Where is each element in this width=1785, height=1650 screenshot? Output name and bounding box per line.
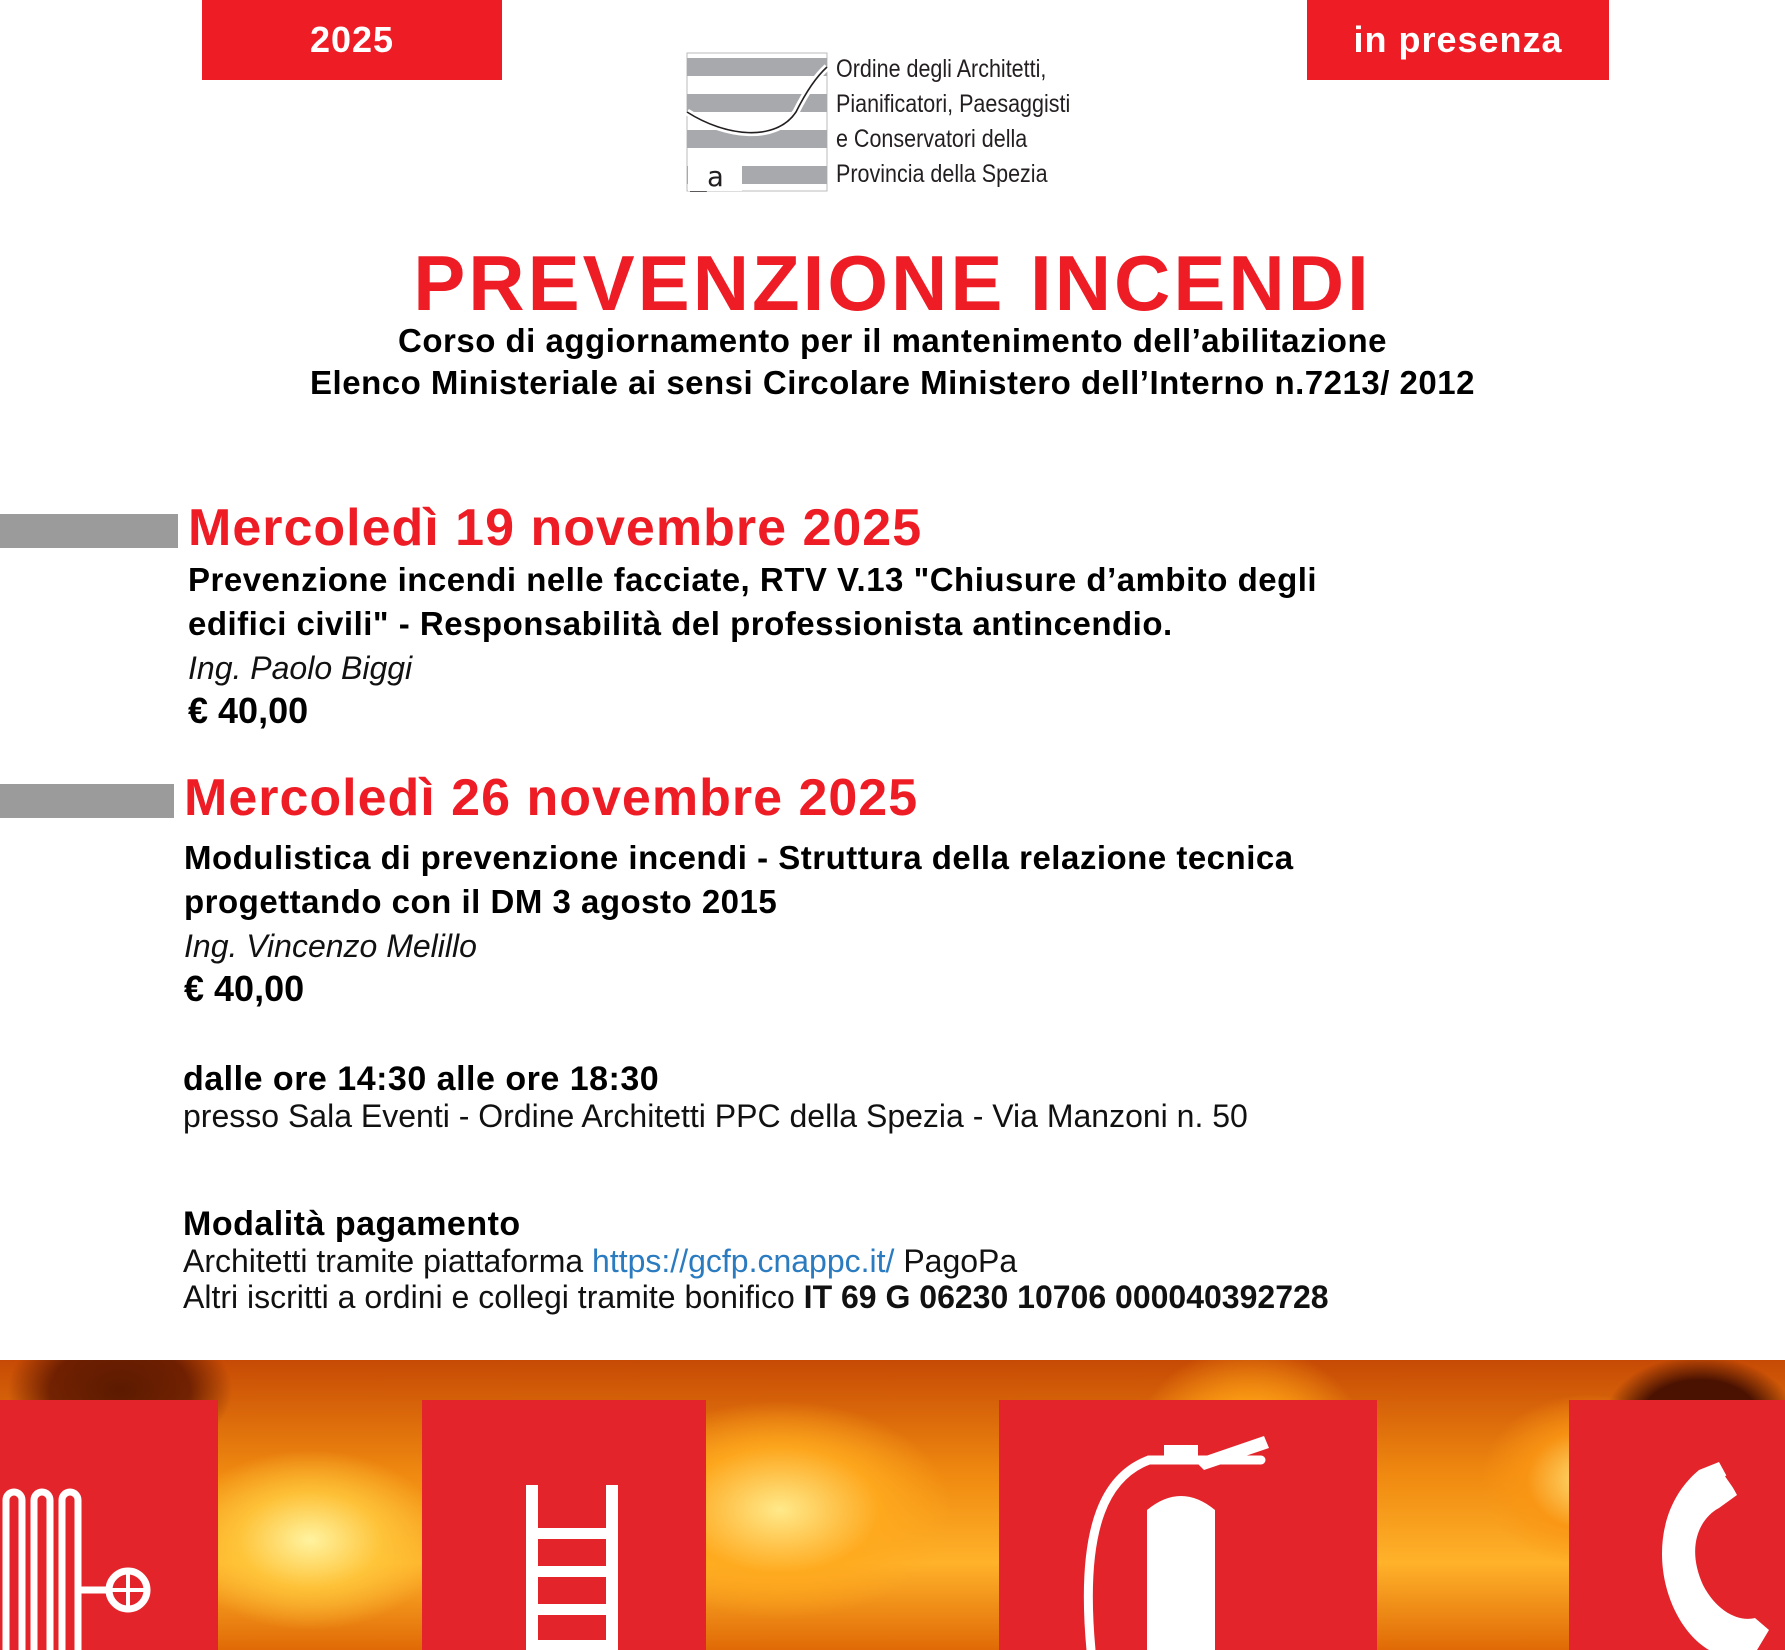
fire-extinguisher-sign bbox=[999, 1400, 1377, 1650]
logo-mark: _a bbox=[690, 160, 724, 192]
course-subtitle: Corso di aggiornamento per il mantenimento dell’abilitazione bbox=[398, 322, 1387, 359]
emergency-phone-icon bbox=[1569, 1400, 1785, 1650]
fire-hose-sign bbox=[0, 1400, 218, 1650]
organization-name bbox=[836, 52, 1094, 192]
schedule-venue: presso Sala Eventi - Ordine Architetti PPC della Spezia - Via Manzoni n. 50 bbox=[183, 1098, 1248, 1134]
org-line: e Conservatori della bbox=[836, 125, 1028, 153]
payment-iban: IT 69 G 06230 10706 000040392728 bbox=[803, 1279, 1329, 1315]
session-topic-line: Modulistica di prevenzione incendi - Struttura della relazione tecnica bbox=[184, 839, 1294, 876]
session-speaker: Ing. Vincenzo Melillo bbox=[184, 928, 477, 964]
ladder-sign bbox=[422, 1400, 706, 1650]
session-date: Mercoledì 19 novembre 2025 bbox=[188, 499, 923, 557]
session-date: Mercoledì 26 novembre 2025 bbox=[184, 769, 919, 827]
fire-hose-icon bbox=[0, 1400, 218, 1650]
session-marker-bar bbox=[0, 784, 174, 818]
payment-architects-text: Architetti tramite piattaforma bbox=[183, 1243, 593, 1279]
course-reference: Elenco Ministeriale ai sensi Circolare Ministero dell’Interno n.7213/ 2012 bbox=[310, 364, 1475, 401]
fire-extinguisher-icon bbox=[999, 1400, 1377, 1650]
payment-others-text: Altri iscritti a ordini e collegi tramite bonifico bbox=[183, 1279, 804, 1315]
order-logo bbox=[686, 52, 828, 192]
session-topic bbox=[184, 836, 1294, 924]
session-topic-line: edifici civili" - Responsabilità del professionista antincendio. bbox=[188, 605, 1173, 642]
page-title: PREVENZIONE INCENDI bbox=[413, 239, 1372, 327]
session-price: € 40,00 bbox=[188, 690, 309, 731]
payment-platform-link[interactable]: https://gcfp.cnappc.it/ bbox=[592, 1243, 895, 1279]
attendance-mode-badge: in presenza bbox=[1307, 0, 1609, 80]
payment-heading: Modalità pagamento bbox=[183, 1205, 521, 1243]
payment-architects-suffix: PagoPa bbox=[894, 1243, 1018, 1279]
org-line: Provincia della Spezia bbox=[836, 160, 1048, 188]
session-topic-line: progettando con il DM 3 agosto 2015 bbox=[184, 883, 778, 920]
session-topic-line: Prevenzione incendi nelle facciate, RTV V.13 "Chiusure d’ambito degli bbox=[188, 561, 1318, 598]
payment-others bbox=[183, 1279, 1329, 1316]
session-price: € 40,00 bbox=[184, 968, 305, 1009]
ladder-icon bbox=[422, 1400, 706, 1650]
session-topic bbox=[188, 558, 1317, 646]
year-badge: 2025 bbox=[202, 0, 502, 80]
emergency-phone-sign bbox=[1569, 1400, 1785, 1650]
payment-architects bbox=[183, 1243, 1017, 1280]
schedule-hours: dalle ore 14:30 alle ore 18:30 bbox=[183, 1060, 660, 1098]
org-line: Ordine degli Architetti, bbox=[836, 55, 1047, 83]
fire-banner bbox=[0, 1360, 1785, 1650]
org-line: Pianificatori, Paesaggisti bbox=[836, 90, 1071, 118]
session-marker-bar bbox=[0, 514, 178, 548]
session-speaker: Ing. Paolo Biggi bbox=[188, 650, 413, 686]
